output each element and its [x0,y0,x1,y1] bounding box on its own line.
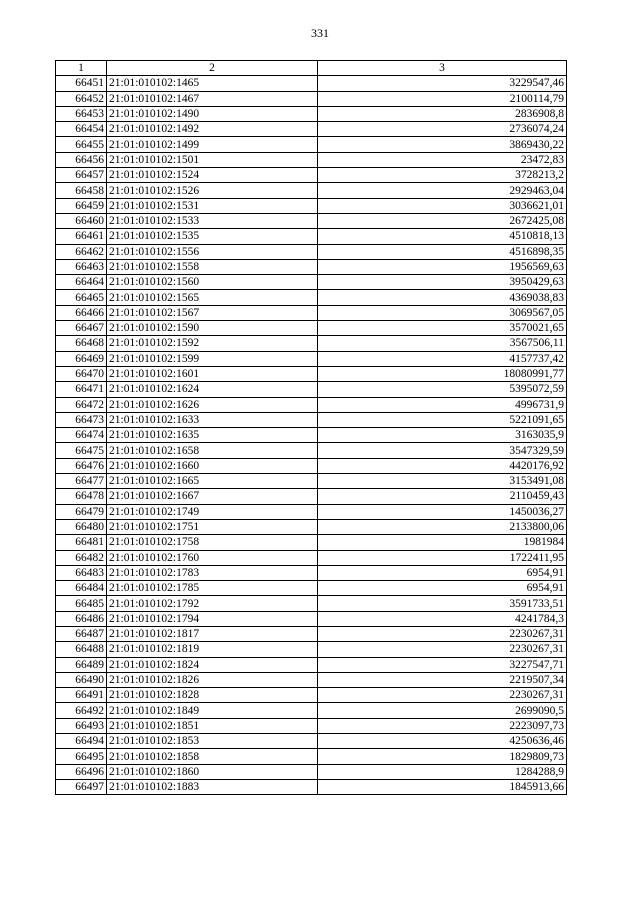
column-header-3: 3 [318,61,567,76]
table-row [56,168,567,183]
cadastral-number-cell: 21:01:010102:1760 [107,550,318,565]
table-row [56,458,567,473]
row-number-cell: 66469 [56,351,107,366]
row-number-cell: 66494 [56,734,107,749]
cadastral-number-cell: 21:01:010102:1590 [107,321,318,336]
cadastral-number-cell: 21:01:010102:1749 [107,504,318,519]
table-row [56,779,567,794]
cadastral-number-cell: 21:01:010102:1635 [107,428,318,443]
table-row [56,611,567,626]
value-cell: 1981984 [318,535,567,550]
row-number-cell: 66452 [56,91,107,106]
value-cell: 4241784,3 [318,611,567,626]
row-number-cell: 66486 [56,611,107,626]
cadastral-number-cell: 21:01:010102:1501 [107,152,318,167]
table-row [56,703,567,718]
table-row [56,366,567,381]
row-number-cell: 66457 [56,168,107,183]
table-row [56,213,567,228]
cadastral-number-cell: 21:01:010102:1794 [107,611,318,626]
row-number-cell: 66454 [56,122,107,137]
row-number-cell: 66470 [56,366,107,381]
table-row [56,336,567,351]
cadastral-number-cell: 21:01:010102:1758 [107,535,318,550]
row-number-cell: 66492 [56,703,107,718]
value-cell: 4369038,83 [318,290,567,305]
table-row [56,489,567,504]
row-number-cell: 66487 [56,626,107,641]
row-number-cell: 66467 [56,321,107,336]
cadastral-number-cell: 21:01:010102:1535 [107,229,318,244]
table-row [56,764,567,779]
value-cell: 3163035,9 [318,428,567,443]
row-number-cell: 66481 [56,535,107,550]
table-row [56,718,567,733]
cadastral-number-cell: 21:01:010102:1785 [107,581,318,596]
table-row [56,412,567,427]
row-number-cell: 66453 [56,106,107,121]
table-row [56,504,567,519]
cadastral-number-cell: 21:01:010102:1465 [107,76,318,91]
cadastral-number-cell: 21:01:010102:1499 [107,137,318,152]
row-number-cell: 66459 [56,198,107,213]
table-row [56,443,567,458]
value-cell: 1829809,73 [318,749,567,764]
row-number-cell: 66482 [56,550,107,565]
cadastral-number-cell: 21:01:010102:1783 [107,565,318,580]
row-number-cell: 66489 [56,657,107,672]
cadastral-number-cell: 21:01:010102:1592 [107,336,318,351]
value-cell: 23472,83 [318,152,567,167]
table-body [56,76,567,795]
value-cell: 2699090,5 [318,703,567,718]
row-number-cell: 66462 [56,244,107,259]
row-number-cell: 66464 [56,275,107,290]
value-cell: 4250636,46 [318,734,567,749]
page-number: 331 [311,26,329,40]
row-number-cell: 66485 [56,596,107,611]
cadastral-number-cell: 21:01:010102:1556 [107,244,318,259]
row-number-cell: 66476 [56,458,107,473]
header-row [56,61,567,76]
value-cell: 4996731,9 [318,397,567,412]
table-row [56,76,567,91]
table-row [56,321,567,336]
value-cell: 1450036,27 [318,504,567,519]
value-cell: 3036621,01 [318,198,567,213]
cadastral-number-cell: 21:01:010102:1624 [107,382,318,397]
value-cell: 2100114,79 [318,91,567,106]
value-cell: 2133800,06 [318,519,567,534]
row-number-cell: 66460 [56,213,107,228]
table-row [56,382,567,397]
cadastral-number-cell: 21:01:010102:1849 [107,703,318,718]
cadastral-number-cell: 21:01:010102:1633 [107,412,318,427]
row-number-cell: 66474 [56,428,107,443]
row-number-cell: 66496 [56,764,107,779]
value-cell: 3570021,65 [318,321,567,336]
table-row [56,428,567,443]
row-number-cell: 66465 [56,290,107,305]
table-row [56,596,567,611]
value-cell: 3728213,2 [318,168,567,183]
table-row [56,259,567,274]
value-cell: 2929463,04 [318,183,567,198]
value-cell: 5395072,59 [318,382,567,397]
row-number-cell: 66495 [56,749,107,764]
value-cell: 1284288,9 [318,764,567,779]
cadastral-number-cell: 21:01:010102:1751 [107,519,318,534]
table-row [56,535,567,550]
row-number-cell: 66455 [56,137,107,152]
column-header-2: 2 [107,61,318,76]
cadastral-number-cell: 21:01:010102:1853 [107,734,318,749]
row-number-cell: 66471 [56,382,107,397]
table-row [56,565,567,580]
cadastral-number-cell: 21:01:010102:1467 [107,91,318,106]
cadastral-number-cell: 21:01:010102:1824 [107,657,318,672]
cadastral-number-cell: 21:01:010102:1860 [107,764,318,779]
row-number-cell: 66475 [56,443,107,458]
cadastral-number-cell: 21:01:010102:1658 [107,443,318,458]
value-cell: 3547329,59 [318,443,567,458]
data-table [55,60,567,795]
table-row [56,550,567,565]
table-row [56,626,567,641]
value-cell: 5221091,65 [318,412,567,427]
cadastral-number-cell: 21:01:010102:1826 [107,672,318,687]
cadastral-number-cell: 21:01:010102:1567 [107,305,318,320]
cadastral-number-cell: 21:01:010102:1792 [107,596,318,611]
cadastral-number-cell: 21:01:010102:1858 [107,749,318,764]
row-number-cell: 66478 [56,489,107,504]
table-row [56,183,567,198]
value-cell: 3069567,05 [318,305,567,320]
value-cell: 1722411,95 [318,550,567,565]
value-cell: 2230267,31 [318,626,567,641]
table-row [56,657,567,672]
table-row [56,122,567,137]
value-cell: 1956569,63 [318,259,567,274]
row-number-cell: 66451 [56,76,107,91]
cadastral-number-cell: 21:01:010102:1817 [107,626,318,641]
cadastral-number-cell: 21:01:010102:1531 [107,198,318,213]
row-number-cell: 66493 [56,718,107,733]
value-cell: 2736074,24 [318,122,567,137]
row-number-cell: 66479 [56,504,107,519]
row-number-cell: 66456 [56,152,107,167]
cadastral-number-cell: 21:01:010102:1660 [107,458,318,473]
cadastral-number-cell: 21:01:010102:1626 [107,397,318,412]
table-row [56,305,567,320]
table-row [56,229,567,244]
value-cell: 4157737,42 [318,351,567,366]
column-header-1: 1 [56,61,107,76]
cadastral-number-cell: 21:01:010102:1851 [107,718,318,733]
row-number-cell: 66461 [56,229,107,244]
table-row [56,519,567,534]
cadastral-number-cell: 21:01:010102:1560 [107,275,318,290]
row-number-cell: 66473 [56,412,107,427]
cadastral-number-cell: 21:01:010102:1599 [107,351,318,366]
value-cell: 2110459,43 [318,489,567,504]
cadastral-number-cell: 21:01:010102:1558 [107,259,318,274]
row-number-cell: 66477 [56,474,107,489]
table-row [56,672,567,687]
table-row [56,137,567,152]
value-cell: 18080991,77 [318,366,567,381]
table-row [56,474,567,489]
table-row [56,581,567,596]
row-number-cell: 66491 [56,688,107,703]
cadastral-number-cell: 21:01:010102:1883 [107,779,318,794]
value-cell: 2219507,34 [318,672,567,687]
table-row [56,688,567,703]
row-number-cell: 66466 [56,305,107,320]
row-number-cell: 66458 [56,183,107,198]
value-cell: 6954,91 [318,581,567,596]
value-cell: 4516898,35 [318,244,567,259]
row-number-cell: 66490 [56,672,107,687]
cadastral-number-cell: 21:01:010102:1819 [107,642,318,657]
table-header [56,61,567,76]
table-row [56,642,567,657]
cadastral-number-cell: 21:01:010102:1492 [107,122,318,137]
value-cell: 2836908,8 [318,106,567,121]
row-number-cell: 66468 [56,336,107,351]
table-row [56,397,567,412]
table-row [56,290,567,305]
value-cell: 2230267,31 [318,688,567,703]
cadastral-number-cell: 21:01:010102:1565 [107,290,318,305]
table-row [56,734,567,749]
table-row [56,351,567,366]
table-row [56,244,567,259]
table-row [56,749,567,764]
value-cell: 3229547,46 [318,76,567,91]
cadastral-number-cell: 21:01:010102:1533 [107,213,318,228]
row-number-cell: 66480 [56,519,107,534]
value-cell: 3153491,08 [318,474,567,489]
value-cell: 3227547,71 [318,657,567,672]
cadastral-number-cell: 21:01:010102:1667 [107,489,318,504]
cadastral-number-cell: 21:01:010102:1665 [107,474,318,489]
table-row [56,106,567,121]
cadastral-number-cell: 21:01:010102:1601 [107,366,318,381]
value-cell: 3567506,11 [318,336,567,351]
value-cell: 4510818,13 [318,229,567,244]
cadastral-number-cell: 21:01:010102:1524 [107,168,318,183]
value-cell: 2672425,08 [318,213,567,228]
row-number-cell: 66483 [56,565,107,580]
table-row [56,91,567,106]
value-cell: 3591733,51 [318,596,567,611]
value-cell: 2223097,73 [318,718,567,733]
row-number-cell: 66472 [56,397,107,412]
table-row [56,198,567,213]
value-cell: 2230267,31 [318,642,567,657]
value-cell: 3869430,22 [318,137,567,152]
cadastral-number-cell: 21:01:010102:1828 [107,688,318,703]
table-row [56,275,567,290]
row-number-cell: 66497 [56,779,107,794]
table-row [56,152,567,167]
cadastral-number-cell: 21:01:010102:1526 [107,183,318,198]
value-cell: 4420176,92 [318,458,567,473]
row-number-cell: 66463 [56,259,107,274]
value-cell: 3950429,63 [318,275,567,290]
value-cell: 1845913,66 [318,779,567,794]
row-number-cell: 66484 [56,581,107,596]
row-number-cell: 66488 [56,642,107,657]
value-cell: 6954,91 [318,565,567,580]
cadastral-number-cell: 21:01:010102:1490 [107,106,318,121]
